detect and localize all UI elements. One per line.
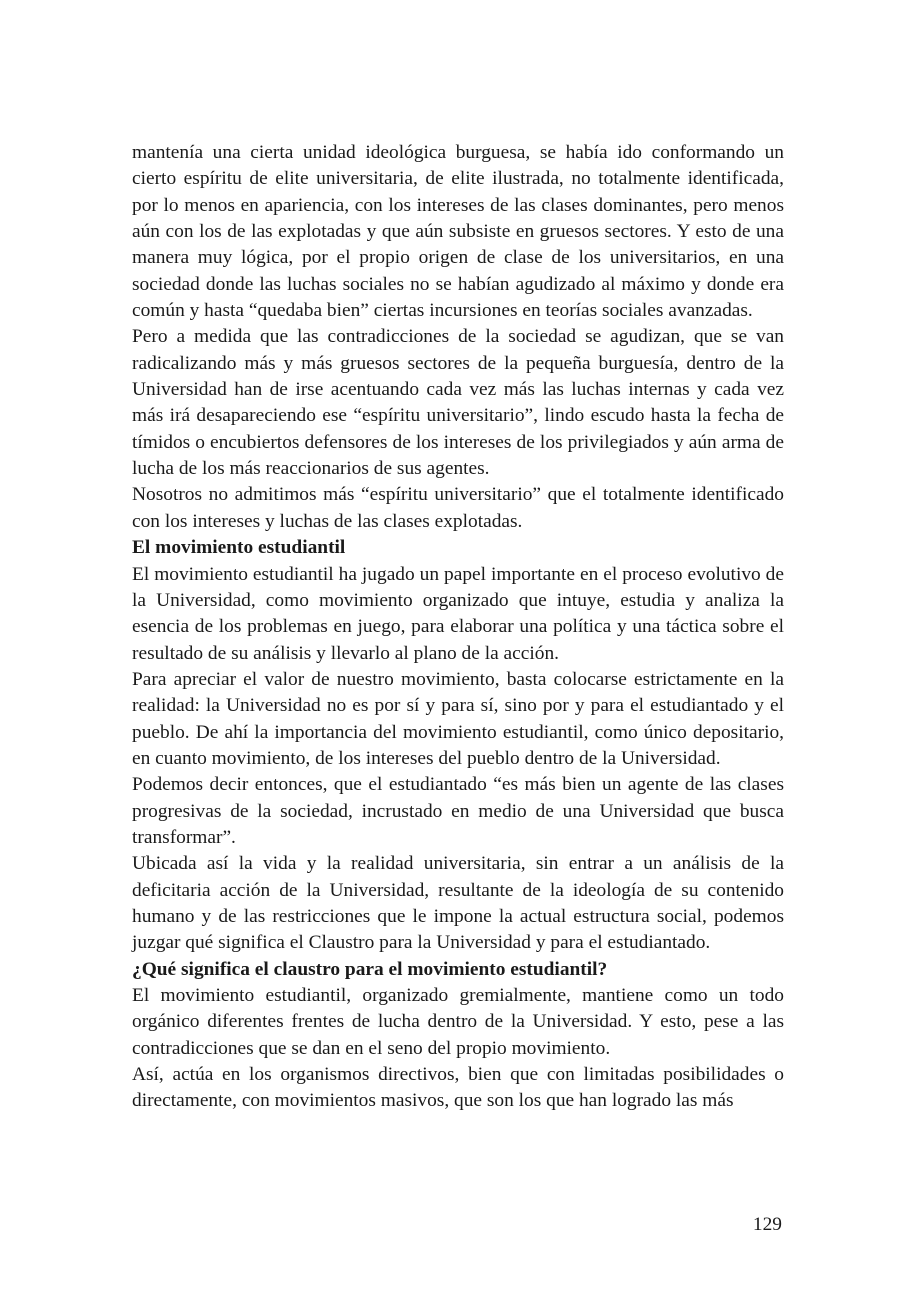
paragraph: mantenía una cierta unidad ideológica burguesa, se había ido conformando un cierto espíritu de elite universitaria, de elite ilustrada, no totalmente identificada, por lo menos en apariencia, con los intereses de las clases dominantes, pero menos aún con los de las explotadas y que aún subsiste en gruesos sectores. Y esto de una manera muy lógica, por el propio origen de clase de los universitarios, en una sociedad donde las luchas sociales no se habían agudizado al máximo y donde era común y hasta “quedaba bien” ciertas incursiones en teorías sociales avanzadas. [132,142,784,322]
paragraph: Así, actúa en los organismos directivos, bien que con limitadas posibilidades o directamente, con movimientos masivos, que son los que han logrado las más [132,1064,784,1112]
paragraph: El movimiento estudiantil ha jugado un papel importante en el proceso evolutivo de la Universidad, como movimiento organizado que intuye, estudia y analiza la esencia de los problemas en juego, para elaborar una política y una táctica sobre el resultado de su análisis y llevarlo al plano de la acción. [132,563,784,664]
section-heading: El movimiento estudiantil [132,537,346,559]
body-text [132,140,784,1115]
paragraph: Pero a medida que las contradicciones de la sociedad se agudizan, que se van radicalizando más y más gruesos sectores de la pequeña burguesía, dentro de la Universidad han de irse acentuando cada vez más las luchas internas y cada vez más irá desapareciendo ese “espíritu universitario”, lindo escudo hasta la fecha de tímidos o encubiertos defensores de los intereses de los privilegiados y aún arma de lucha de los más reaccionarios de sus agentes. [132,326,784,480]
section-heading: ¿Qué significa el claustro para el movimiento estudiantil? [132,958,608,980]
page-number: 129 [752,1214,782,1235]
paragraph: Nosotros no admitimos más “espíritu universitario” que el totalmente identificado con los intereses y luchas de las clases explotadas. [132,484,784,532]
paragraph: Ubicada así la vida y la realidad universitaria, sin entrar a un análisis de la deficitaria acción de la Universidad, resultante de la ideología de su contenido humano y de las restricciones que le impone la actual estructura social, podemos juzgar qué significa el Claustro para la Universidad y para el estudiantado. [132,853,784,954]
paragraph: Para apreciar el valor de nuestro movimiento, basta colocarse estrictamente en la realidad: la Universidad no es por sí y para sí, sino por y para el estudiantado y el pueblo. De ahí la importancia del movimiento estudiantil, como único depositario, en cuanto movimiento, de los intereses del pueblo dentro de la Universidad. [132,668,784,769]
paragraph: Podemos decir entonces, que el estudiantado “es más bien un agente de las clases progresivas de la sociedad, incrustado en medio de una Universidad que busca transformar”. [132,774,784,848]
paragraph: El movimiento estudiantil, organizado gremialmente, mantiene como un todo orgánico diferentes frentes de lucha dentro de la Universidad. Y esto, pese a las contradicciones que se dan en el seno del propio movimiento. [132,985,784,1059]
